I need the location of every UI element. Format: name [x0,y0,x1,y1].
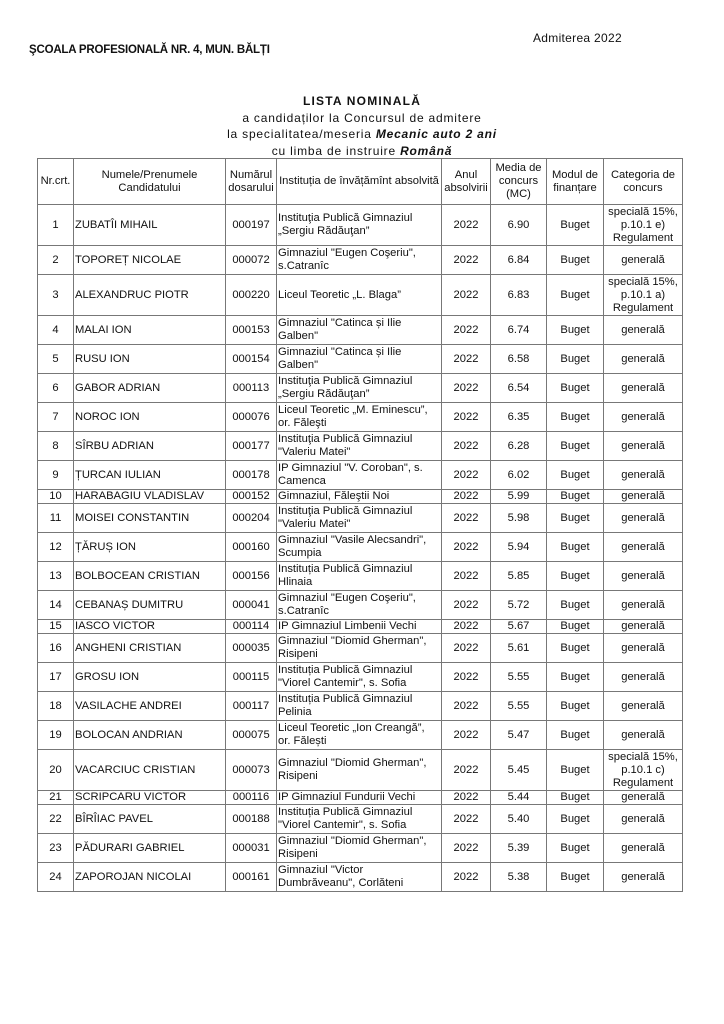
table-row [38,246,683,275]
row-school: Liceul Teoretic „L. Blaga” [277,275,442,316]
row-file: 000156 [226,562,277,591]
row-funding: Buget [547,663,604,692]
row-funding: Buget [547,504,604,533]
row-name: SCRIPCARU VICTOR [74,791,226,805]
row-school: Gimnaziul, Făleştii Noi [277,490,442,504]
row-category: generală [604,834,683,863]
row-category: generală [604,533,683,562]
row-school: Instituţia Publică Gimnaziul „Sergiu Rădăuţan” [277,374,442,403]
row-name: CEBANAȘ DUMITRU [74,591,226,620]
row-year: 2022 [442,345,491,374]
row-nr: 19 [38,721,74,750]
row-name: MALAI ION [74,316,226,345]
row-nr: 9 [38,461,74,490]
row-mc: 6.84 [491,246,547,275]
row-mc: 5.39 [491,834,547,863]
table-row [38,805,683,834]
col-header-school: Instituția de învățămînt absolvită [277,159,442,205]
row-year: 2022 [442,620,491,634]
table-row [38,591,683,620]
row-funding: Buget [547,432,604,461]
row-mc: 5.94 [491,533,547,562]
row-name: ALEXANDRUC PIOTR [74,275,226,316]
row-mc: 5.38 [491,863,547,892]
row-category: generală [604,374,683,403]
row-file: 000220 [226,275,277,316]
row-year: 2022 [442,791,491,805]
row-funding: Buget [547,533,604,562]
table-row [38,620,683,634]
row-year: 2022 [442,205,491,246]
row-mc: 6.74 [491,316,547,345]
row-name: VACARCIUC CRISTIAN [74,750,226,791]
table-row [38,791,683,805]
row-category: generală [604,663,683,692]
col-header-category: Categoria de concurs [604,159,683,205]
row-funding: Buget [547,805,604,834]
table-row [38,721,683,750]
table-row [38,663,683,692]
row-funding: Buget [547,316,604,345]
row-year: 2022 [442,374,491,403]
row-nr: 10 [38,490,74,504]
row-mc: 5.55 [491,692,547,721]
row-nr: 2 [38,246,74,275]
row-name: MOISEI CONSTANTIN [74,504,226,533]
row-mc: 5.98 [491,504,547,533]
row-year: 2022 [442,562,491,591]
admission-year-label: Admiterea 2022 [533,31,622,45]
row-funding: Buget [547,692,604,721]
row-school: IP Gimnaziul Fundurii Vechi [277,791,442,805]
language-prefix: cu limba de instruire [271,143,401,158]
row-name: NOROC ION [74,403,226,432]
specialty-name: Mecanic auto 2 ani [375,127,497,141]
row-mc: 5.67 [491,620,547,634]
table-row [38,863,683,892]
row-school: Gimnaziul "Diomid Gherman", Risipeni [277,750,442,791]
row-year: 2022 [442,692,491,721]
row-category: generală [604,345,683,374]
row-year: 2022 [442,721,491,750]
row-file: 000197 [226,205,277,246]
row-mc: 5.61 [491,634,547,663]
row-category: generală [604,432,683,461]
row-category: generală [604,490,683,504]
row-funding: Buget [547,863,604,892]
row-school: Instituția Publică Gimnaziul "Viorel Cantemir", s. Sofia [277,805,442,834]
school-name: ŞCOALA PROFESIONALĂ NR. 4, MUN. BĂLȚI [29,44,270,56]
row-category: generală [604,461,683,490]
row-mc: 5.85 [491,562,547,591]
row-category: generală [604,620,683,634]
row-name: ZAPOROJAN NICOLAI [74,863,226,892]
row-school: Instituția Publică Gimnaziul "Viorel Cantemir", s. Sofia [277,663,442,692]
row-year: 2022 [442,275,491,316]
row-name: GABOR ADRIAN [74,374,226,403]
table-row [38,275,683,316]
row-nr: 15 [38,620,74,634]
row-category: generală [604,504,683,533]
row-category: specială 15%, p.10.1 c) Regulament [604,750,683,791]
language-line [0,143,724,160]
row-nr: 14 [38,591,74,620]
row-nr: 24 [38,863,74,892]
row-name: RUSU ION [74,345,226,374]
row-school: Gimnaziul "Vasile Alecsandri", Scumpia [277,533,442,562]
table-header-row [38,159,683,205]
row-school: Instituția Publică Gimnaziul Hlinaia [277,562,442,591]
row-name: GROSU ION [74,663,226,692]
row-name: ȚURCAN IULIAN [74,461,226,490]
row-funding: Buget [547,721,604,750]
row-category: generală [604,316,683,345]
row-school: Gimnaziul "Catinca și Ilie Galben" [277,345,442,374]
row-school: Instituţia Publică Gimnaziul „Sergiu Rădăuţan” [277,205,442,246]
row-file: 000114 [226,620,277,634]
row-mc: 5.44 [491,791,547,805]
row-mc: 5.72 [491,591,547,620]
row-file: 000076 [226,403,277,432]
specialty-line [0,126,724,143]
row-category: generală [604,403,683,432]
row-category: generală [604,562,683,591]
row-name: BÎRÎIAC PAVEL [74,805,226,834]
row-name: ANGHENI CRISTIAN [74,634,226,663]
row-year: 2022 [442,663,491,692]
row-category: generală [604,692,683,721]
table-row [38,634,683,663]
row-nr: 11 [38,504,74,533]
row-category: generală [604,863,683,892]
row-year: 2022 [442,634,491,663]
table-row [38,432,683,461]
row-year: 2022 [442,403,491,432]
table-row [38,834,683,863]
row-category: specială 15%, p.10.1 e) Regulament [604,205,683,246]
row-file: 000072 [226,246,277,275]
row-mc: 5.99 [491,490,547,504]
row-nr: 13 [38,562,74,591]
row-school: Instituţia Publică Gimnaziul "Valeriu Matei" [277,432,442,461]
row-school: Gimnaziul "Eugen Coşeriu", s.Catranîc [277,591,442,620]
row-funding: Buget [547,750,604,791]
row-nr: 21 [38,791,74,805]
candidates-table [37,158,683,892]
row-name: IASCO VICTOR [74,620,226,634]
row-name: BOLBOCEAN CRISTIAN [74,562,226,591]
row-file: 000075 [226,721,277,750]
row-nr: 17 [38,663,74,692]
row-category: generală [604,634,683,663]
row-funding: Buget [547,345,604,374]
row-year: 2022 [442,490,491,504]
row-name: PĂDURARI GABRIEL [74,834,226,863]
row-category: generală [604,805,683,834]
row-file: 000160 [226,533,277,562]
row-file: 000073 [226,750,277,791]
row-file: 000178 [226,461,277,490]
language-name: Română [400,143,453,158]
table-row [38,490,683,504]
row-school: Instituţia Publică Gimnaziul "Valeriu Matei" [277,504,442,533]
row-funding: Buget [547,791,604,805]
row-category: generală [604,721,683,750]
row-school: Liceul Teoretic „Ion Creangă”, or. Fălești [277,721,442,750]
row-mc: 5.47 [491,721,547,750]
row-year: 2022 [442,834,491,863]
document-title: LISTA NOMINALĂ [302,94,422,108]
row-file: 000154 [226,345,277,374]
row-year: 2022 [442,316,491,345]
row-mc: 5.55 [491,663,547,692]
row-nr: 6 [38,374,74,403]
col-header-file: Numărul dosarului [226,159,277,205]
row-file: 000188 [226,805,277,834]
row-category: specială 15%, p.10.1 a) Regulament [604,275,683,316]
table-row [38,374,683,403]
row-file: 000153 [226,316,277,345]
row-school: Gimnaziul "Eugen Coşeriu", s.Catranîc [277,246,442,275]
row-funding: Buget [547,562,604,591]
specialty-prefix: la specialitatea/meseria [227,127,376,141]
table-row [38,562,683,591]
row-school: Gimnaziul "Catinca și Ilie Galben" [277,316,442,345]
row-year: 2022 [442,432,491,461]
row-file: 000204 [226,504,277,533]
row-year: 2022 [442,750,491,791]
row-mc: 5.45 [491,750,547,791]
table-row [38,316,683,345]
row-file: 000031 [226,834,277,863]
row-name: BOLOCAN ANDRIAN [74,721,226,750]
row-file: 000115 [226,663,277,692]
row-year: 2022 [442,246,491,275]
row-name: TOPOREȚ NICOLAE [74,246,226,275]
table-row [38,504,683,533]
row-name: ZUBATÎI MIHAIL [74,205,226,246]
row-funding: Buget [547,620,604,634]
row-nr: 3 [38,275,74,316]
row-year: 2022 [442,533,491,562]
row-school: Liceul Teoretic „M. Eminescu”, or. Făleşti [277,403,442,432]
table-row [38,205,683,246]
row-name: HARABAGIU VLADISLAV [74,490,226,504]
row-nr: 7 [38,403,74,432]
row-file: 000177 [226,432,277,461]
row-mc: 6.54 [491,374,547,403]
row-funding: Buget [547,490,604,504]
row-file: 000116 [226,791,277,805]
col-header-name: Numele/Prenumele Candidatului [74,159,226,205]
row-year: 2022 [442,591,491,620]
table-row [38,533,683,562]
row-mc: 5.40 [491,805,547,834]
row-mc: 6.28 [491,432,547,461]
table-row [38,403,683,432]
row-nr: 23 [38,834,74,863]
row-school: Instituția Publică Gimnaziul Pelinia [277,692,442,721]
row-name: VASILACHE ANDREI [74,692,226,721]
table-row [38,461,683,490]
row-mc: 6.02 [491,461,547,490]
row-school: Gimnaziul "Diomid Gherman", Risipeni [277,834,442,863]
row-school: Gimnaziul "Diomid Gherman", Risipeni [277,634,442,663]
row-nr: 5 [38,345,74,374]
row-file: 000161 [226,863,277,892]
row-name: ȚĂRUȘ ION [74,533,226,562]
col-header-mc: Media de concurs (MC) [491,159,547,205]
table-row [38,692,683,721]
row-year: 2022 [442,863,491,892]
row-category: generală [604,591,683,620]
row-nr: 20 [38,750,74,791]
col-header-nr: Nr.crt. [38,159,74,205]
row-file: 000113 [226,374,277,403]
row-file: 000152 [226,490,277,504]
col-header-funding: Modul de finanțare [547,159,604,205]
row-funding: Buget [547,403,604,432]
row-mc: 6.58 [491,345,547,374]
row-school: Gimnaziul "Victor Dumbrăveanu", Corlăteni [277,863,442,892]
row-year: 2022 [442,504,491,533]
row-file: 000041 [226,591,277,620]
row-funding: Buget [547,275,604,316]
row-nr: 8 [38,432,74,461]
row-funding: Buget [547,461,604,490]
row-nr: 4 [38,316,74,345]
row-category: generală [604,246,683,275]
row-mc: 6.90 [491,205,547,246]
table-body [38,205,683,892]
row-file: 000035 [226,634,277,663]
row-mc: 6.35 [491,403,547,432]
row-funding: Buget [547,834,604,863]
row-funding: Buget [547,374,604,403]
row-school: IP Gimnaziul Limbenii Vechi [277,620,442,634]
row-funding: Buget [547,591,604,620]
document-title-block [0,93,724,159]
title-subline: a candidaților la Concursul de admitere [242,110,482,125]
row-name: SÎRBU ADRIAN [74,432,226,461]
col-header-year: Anul absolvirii [442,159,491,205]
row-file: 000117 [226,692,277,721]
row-nr: 18 [38,692,74,721]
row-nr: 16 [38,634,74,663]
table-row [38,345,683,374]
row-school: IP Gimnaziul "V. Coroban", s. Camenca [277,461,442,490]
row-nr: 12 [38,533,74,562]
row-mc: 6.83 [491,275,547,316]
table-row [38,750,683,791]
row-category: generală [604,791,683,805]
row-funding: Buget [547,634,604,663]
row-funding: Buget [547,246,604,275]
row-year: 2022 [442,805,491,834]
row-nr: 22 [38,805,74,834]
row-year: 2022 [442,461,491,490]
row-funding: Buget [547,205,604,246]
row-nr: 1 [38,205,74,246]
